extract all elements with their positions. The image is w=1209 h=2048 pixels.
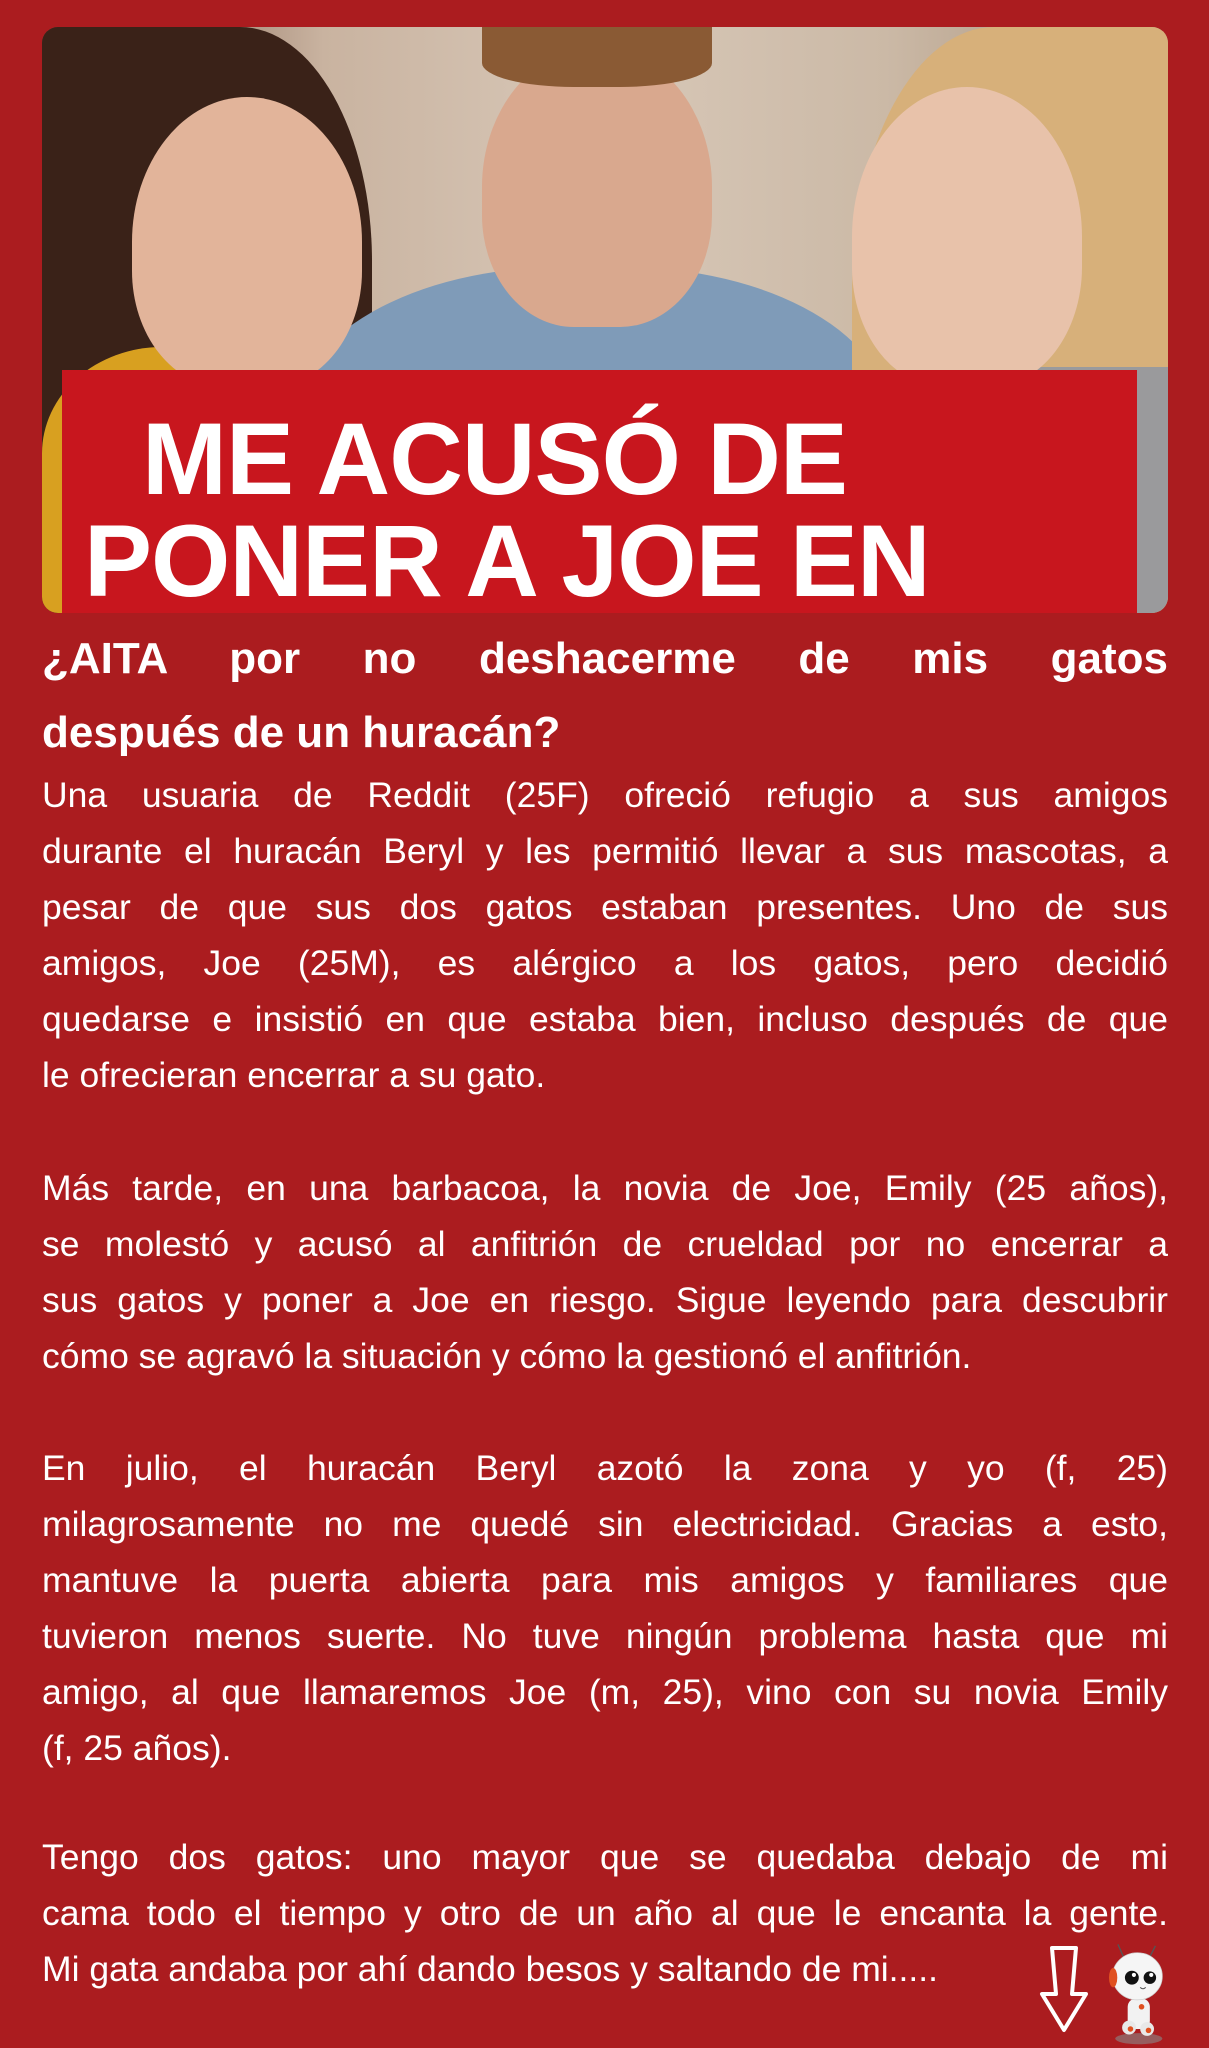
headline-line: PONER A JOE EN	[84, 504, 930, 613]
text-line: pesar de que sus dos gatos estaban presentes. Uno de sus	[42, 887, 1168, 927]
title-line: después de un huracán?	[42, 708, 561, 757]
text-line: En julio, el huracán Beryl azotó la zona y yo (f, 25)	[42, 1448, 1168, 1488]
text-line: cama todo el tiempo y otro de un año al que le encanta la gente.	[42, 1893, 1168, 1933]
text-line: amigo, al que llamaremos Joe (m, 25), vino con su novia Emily	[42, 1672, 1168, 1712]
hero-image	[42, 27, 1168, 613]
text-line: amigos, Joe (25M), es alérgico a los gatos, pero decidió	[42, 943, 1168, 983]
robot-mascot-icon	[1104, 1943, 1168, 2047]
title-line: ¿AITA por no deshacerme de mis gatos	[42, 634, 1168, 683]
article-title	[42, 622, 1168, 770]
text-line: Tengo dos gatos: uno mayor que se quedaba debajo de mi	[42, 1837, 1168, 1877]
down-arrow-icon[interactable]	[1036, 1944, 1092, 2034]
headline-banner	[62, 370, 1137, 613]
text-line: Más tarde, en una barbacoa, la novia de Joe, Emily (25 años),	[42, 1168, 1168, 1208]
paragraph-3	[42, 1440, 1168, 1776]
paragraph-2	[42, 1160, 1168, 1384]
text-line: tuvieron menos suerte. No tuve ningún problema hasta que mi	[42, 1616, 1168, 1656]
text-line: se molestó y acusó al anfitrión de crueldad por no encerrar a	[42, 1224, 1168, 1264]
woman-left-face	[132, 97, 362, 387]
paragraph-4	[42, 1829, 1168, 1997]
text-line: durante el huracán Beryl y les permitió llevar a sus mascotas, a	[42, 831, 1168, 871]
text-line: cómo se agravó la situación y cómo la gestionó el anfitrión.	[42, 1336, 972, 1376]
text-line: mantuve la puerta abierta para mis amigos y familiares que	[42, 1560, 1168, 1600]
text-line: le ofrecieran encerrar a su gato.	[42, 1055, 546, 1095]
text-line: Una usuaria de Reddit (25F) ofreció refugio a sus amigos	[42, 775, 1168, 815]
text-line: (f, 25 años).	[42, 1728, 232, 1768]
text-line: Mi gata andaba por ahí dando besos y saltando de mi.....	[42, 1949, 938, 1989]
headline-line: ME ACUSÓ DE	[142, 402, 847, 516]
text-line: milagrosamente no me quedé sin electricidad. Gracias a esto,	[42, 1504, 1168, 1544]
text-line: quedarse e insistió en que estaba bien, incluso después de que	[42, 999, 1168, 1039]
paragraph-1	[42, 767, 1168, 1103]
man-face	[482, 47, 712, 327]
text-line: sus gatos y poner a Joe en riesgo. Sigue leyendo para descubrir	[42, 1280, 1168, 1320]
woman-right-face	[852, 87, 1082, 387]
man-hair	[482, 27, 712, 87]
